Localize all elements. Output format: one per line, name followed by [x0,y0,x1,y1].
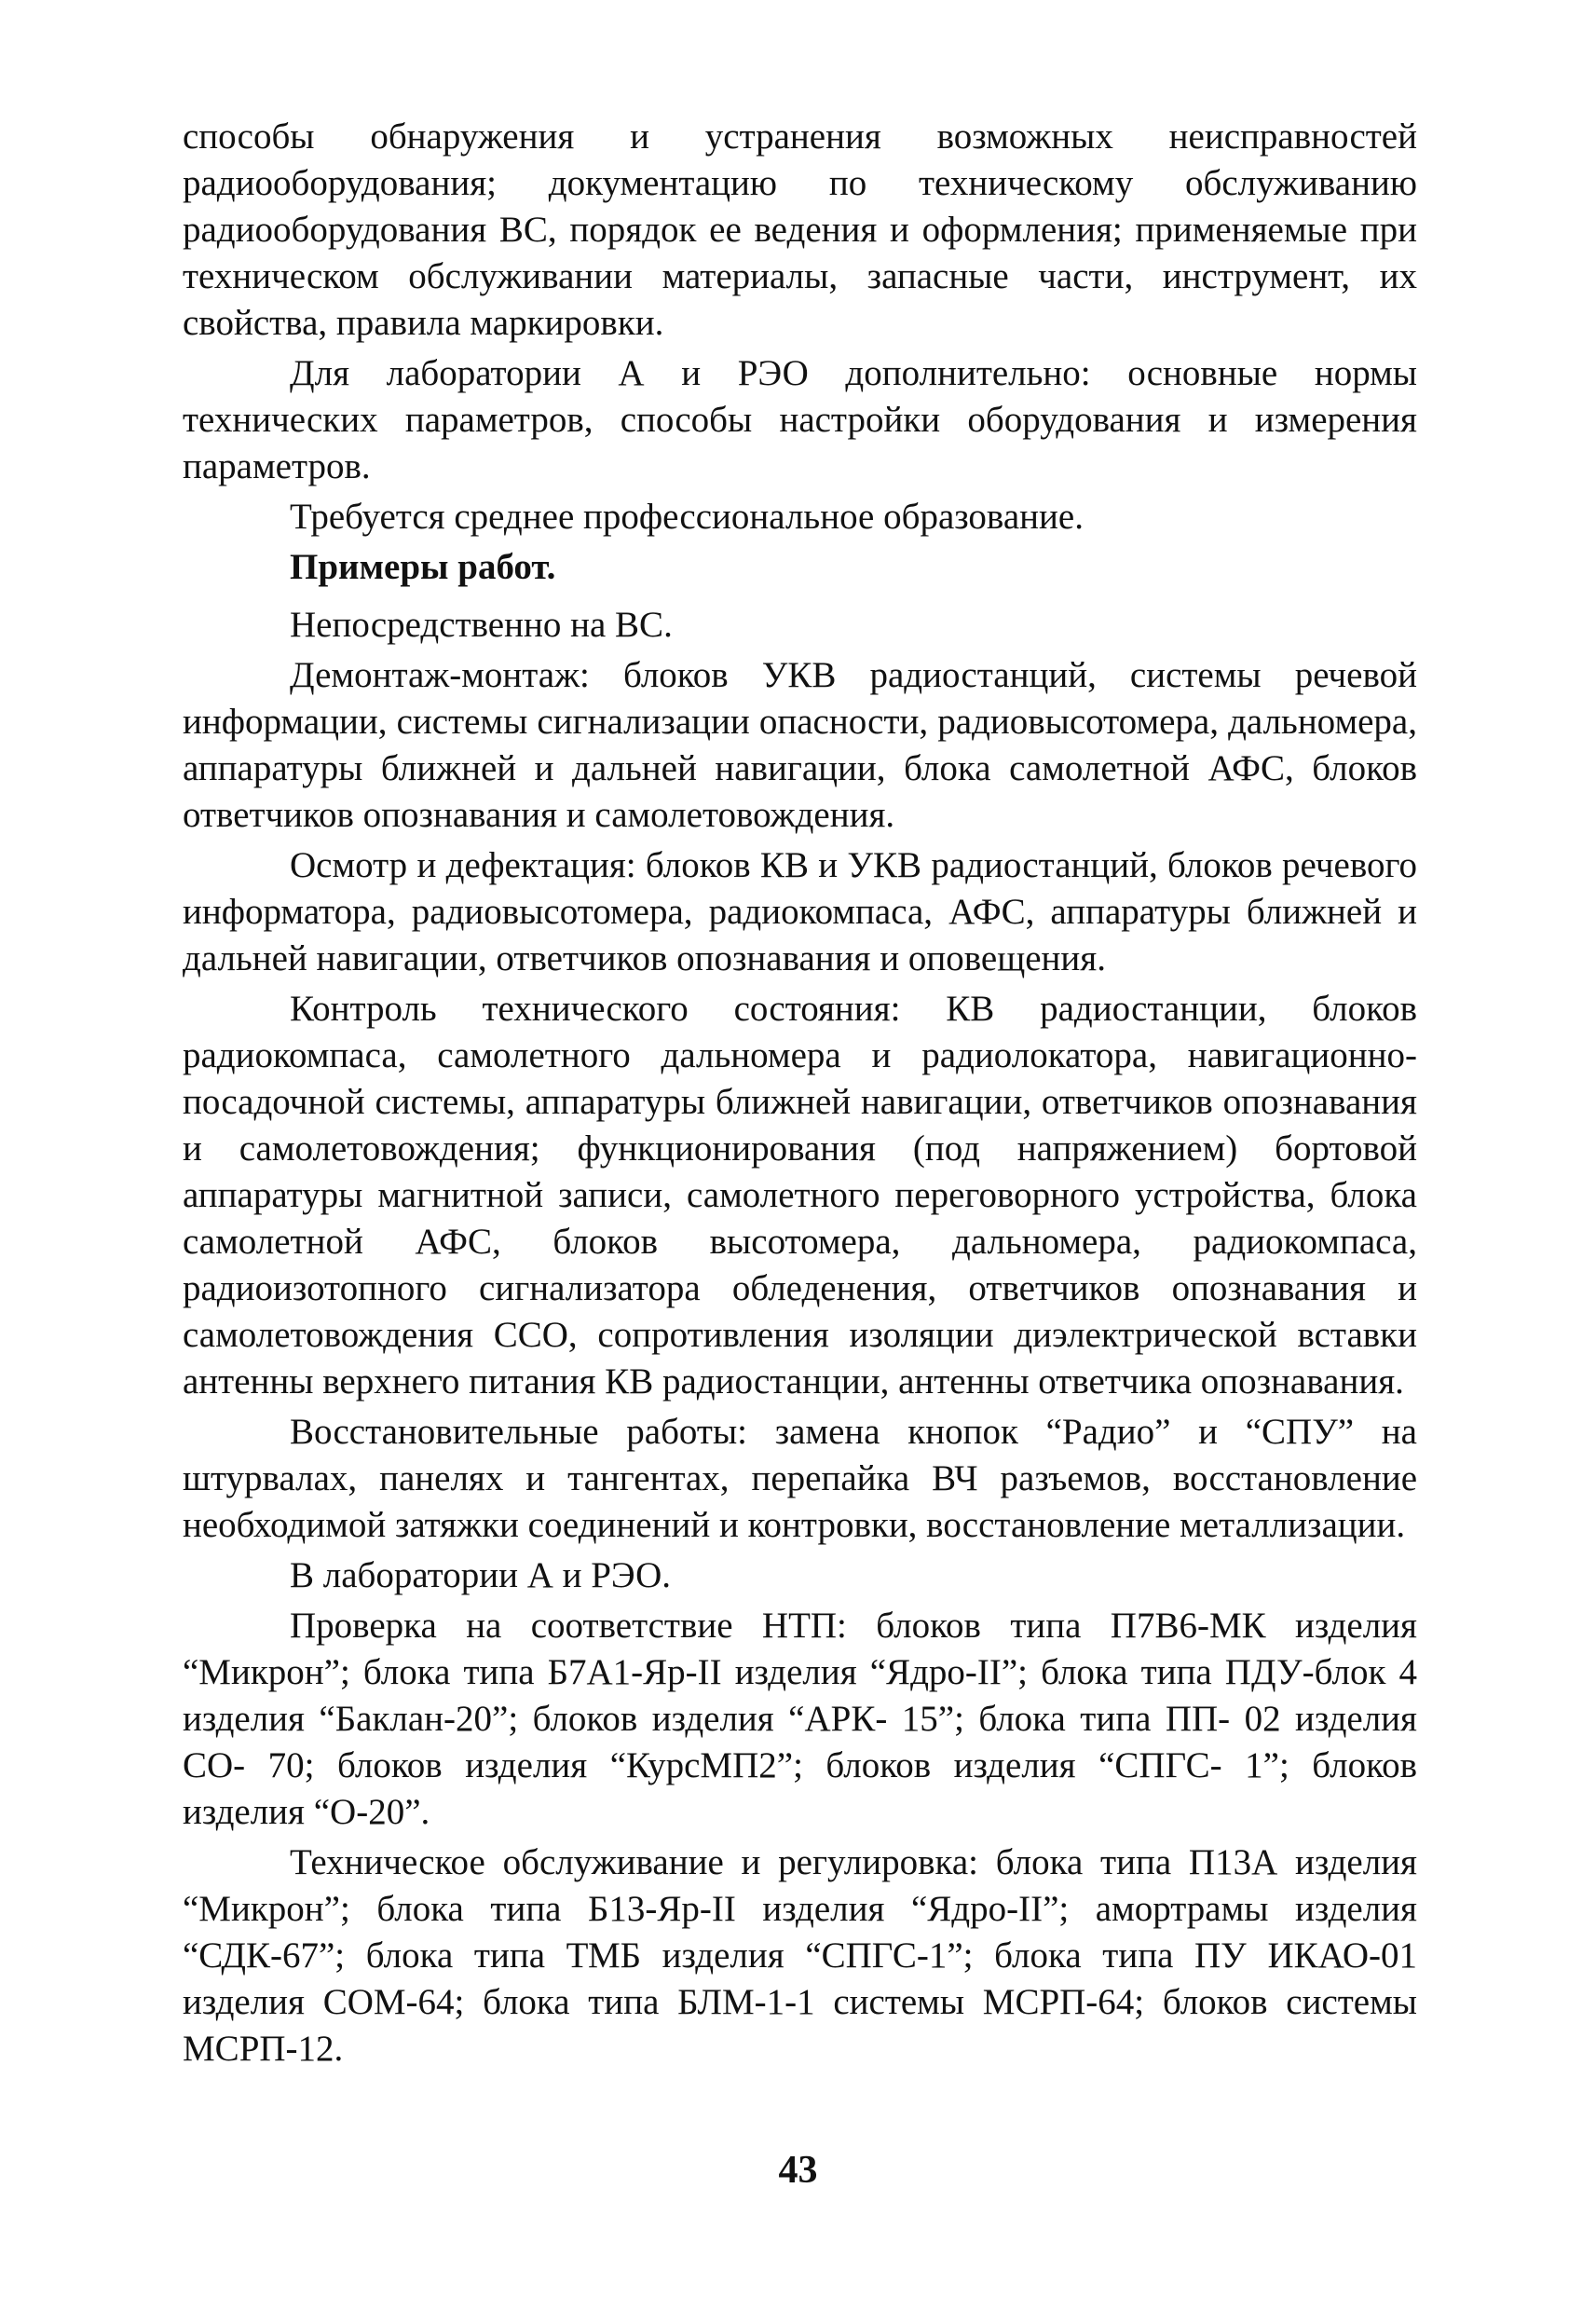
paragraph-inspection: Осмотр и дефектация: блоков КВ и УКВ радиостанций, блоков речевого информатора, радиовысотомера, радиокомпаса, АФС, аппаратуры ближней и дальней навигации, ответчиков опознавания и оповещения. [183,845,1417,978]
paragraph-lab-additional: Для лаборатории А и РЭО дополнительно: основные нормы технических параметров, способы настройки оборудования и измерения параметров. [183,353,1417,486]
subheading-in-laboratory: В лаборатории А и РЭО. [290,1555,672,1595]
paragraph-education-requirement: Требуется среднее профессиональное образование. [290,497,1084,537]
body-text [183,114,1417,2076]
page-number: 43 [778,2149,818,2192]
paragraph-compliance-check: Проверка на соответствие НТП: блоков типа П7В6-МК изделия “Микрон”; блока типа Б7А1-Яр-II изделия “Ядро-II”; блока типа ПДУ-блок 4 изделия “Баклан-20”; блоков изделия “АРК- 15”; блока типа ПП- 02 изделия СО- 70; блоков изделия “КурсМП2”; блоков изделия “СПГС- 1”; блоков изделия “О-20”. [183,1606,1417,1832]
paragraph-maintenance-adjustment: Техническое обслуживание и регулировка: блока типа П13А изделия “Микрон”; блока типа Б13-Яр-II изделия “Ядро-II”; амортрамы изделия “СДК-67”; блока типа ТМБ изделия “СПГС-1”; блока типа ПУ ИКАО-01 изделия СОМ-64; блока типа БЛМ-1-1 системы МСРП-64; блоков системы МСРП-12. [183,1842,1417,2069]
paragraph-condition-control: Контроль технического состояния: КВ радиостанции, блоков радиокомпаса, самолетного дальномера и радиолокатора, навигационно-посадочной системы, аппаратуры ближней навигации, ответчиков опознавания и самолетовождения; функционирования (под напряжением) бортовой аппаратуры магнитной записи, самолетного переговорного устройства, блока самолетной АФС, блоков высотомера, дальномера, радиокомпаса, радиоизотопного сигнализатора обледенения, ответчиков опознавания и самолетовождения ССО, сопротивления изоляции диэлектрической вставки антенны верхнего питания КВ радиостанции, антенны ответчика опознавания. [183,989,1417,1402]
paragraph-restoration-work: Восстановительные работы: замена кнопок “Радио” и “СПУ” на штурвалах, панелях и тангентах, перепайка ВЧ разъемов, восстановление необходимой затяжки соединений и контровки, восстановление металлизации. [183,1412,1417,1545]
subheading-on-aircraft: Непосредственно на ВС. [290,605,673,645]
section-heading-work-examples: Примеры работ. [290,547,556,587]
paragraph-continued-knowledge: способы обнаружения и устранения возможных неисправностей радиооборудования; документацию по техническому обслуживанию радиооборудования ВС, порядок ее ведения и оформления; применяемые при техническом обслуживании материалы, запасные части, инструмент, их свойства, правила маркировки. [183,116,1417,343]
paragraph-dismount-mount: Демонтаж-монтаж: блоков УКВ радиостанций, системы речевой информации, системы сигнализации опасности, радиовысотомера, дальномера, аппаратуры ближней и дальней навигации, блока самолетной АФС, блоков ответчиков опознавания и самолетовождения. [183,655,1417,835]
